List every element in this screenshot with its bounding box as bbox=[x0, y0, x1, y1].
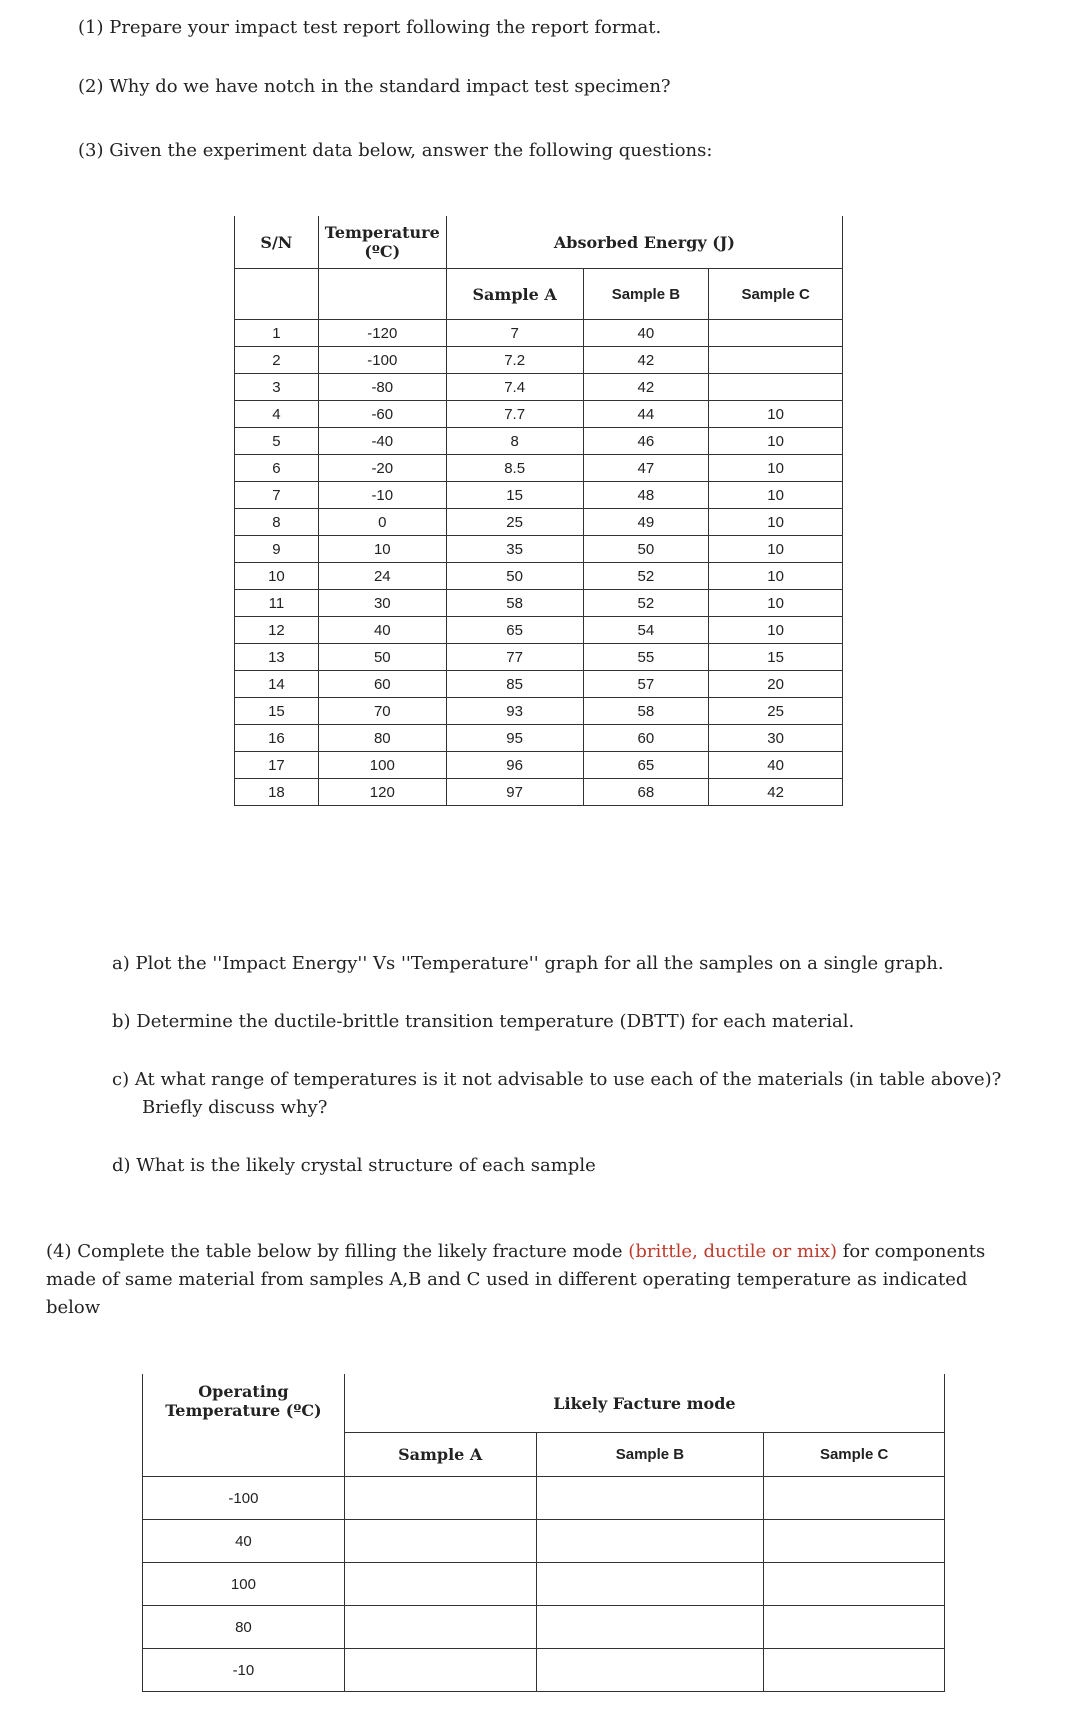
fracture-mode-cell-a[interactable] bbox=[344, 1606, 536, 1649]
cell-a: 93 bbox=[446, 698, 583, 725]
sample-b-header: Sample B bbox=[583, 269, 709, 320]
cell-temp: -100 bbox=[318, 347, 446, 374]
cell-sn: 13 bbox=[235, 644, 319, 671]
fracture-mode-cell-c[interactable] bbox=[764, 1520, 945, 1563]
temperature-header-blank bbox=[318, 269, 446, 320]
cell-temp: 60 bbox=[318, 671, 446, 698]
cell-c bbox=[709, 347, 843, 374]
cell-a: 7.2 bbox=[446, 347, 583, 374]
question-3: (3) Given the experiment data below, answer the following questions: bbox=[78, 140, 713, 161]
question-4 bbox=[46, 1238, 986, 1322]
fracture-mode-cell-c[interactable] bbox=[764, 1563, 945, 1606]
cell-a: 97 bbox=[446, 779, 583, 806]
question-4-text-1: (4) Complete the table below by filling the likely fracture mode bbox=[46, 1241, 629, 1262]
operating-temperature-cell: -10 bbox=[143, 1649, 345, 1692]
cell-sn: 2 bbox=[235, 347, 319, 374]
table-row bbox=[235, 509, 843, 536]
cell-a: 8.5 bbox=[446, 455, 583, 482]
cell-b: 42 bbox=[583, 374, 709, 401]
cell-c: 10 bbox=[709, 563, 843, 590]
table-row bbox=[235, 671, 843, 698]
fracture-mode-table bbox=[142, 1374, 945, 1692]
sn-header: S/N bbox=[235, 216, 319, 269]
table-row bbox=[143, 1649, 945, 1692]
fracture-mode-cell-a[interactable] bbox=[344, 1477, 536, 1520]
cell-temp: -60 bbox=[318, 401, 446, 428]
cell-sn: 11 bbox=[235, 590, 319, 617]
table-row bbox=[143, 1606, 945, 1649]
table-row bbox=[235, 590, 843, 617]
cell-a: 50 bbox=[446, 563, 583, 590]
fracture-mode-cell-a[interactable] bbox=[344, 1563, 536, 1606]
table-row bbox=[235, 536, 843, 563]
t2-sample-b-header: Sample B bbox=[536, 1433, 764, 1477]
cell-a: 7 bbox=[446, 320, 583, 347]
t2-sample-c-header: Sample C bbox=[764, 1433, 945, 1477]
question-4-text-2: for components made of same material from samples A,B and C used in different operating temperature as indicated below bbox=[46, 1241, 986, 1318]
table-row bbox=[235, 644, 843, 671]
question-4-highlight: (brittle, ductile or mix) bbox=[628, 1241, 838, 1262]
fracture-mode-cell-c[interactable] bbox=[764, 1649, 945, 1692]
table-row bbox=[235, 401, 843, 428]
question-1: (1) Prepare your impact test report following the report format. bbox=[78, 17, 662, 38]
cell-temp: 70 bbox=[318, 698, 446, 725]
likely-fracture-mode-header: Likely Facture mode bbox=[344, 1374, 944, 1433]
table-row bbox=[235, 455, 843, 482]
cell-sn: 5 bbox=[235, 428, 319, 455]
cell-a: 35 bbox=[446, 536, 583, 563]
cell-c: 25 bbox=[709, 698, 843, 725]
cell-b: 65 bbox=[583, 752, 709, 779]
cell-sn: 14 bbox=[235, 671, 319, 698]
cell-sn: 16 bbox=[235, 725, 319, 752]
cell-temp: -120 bbox=[318, 320, 446, 347]
cell-b: 46 bbox=[583, 428, 709, 455]
cell-b: 48 bbox=[583, 482, 709, 509]
fracture-mode-cell-b[interactable] bbox=[536, 1649, 764, 1692]
cell-temp: -40 bbox=[318, 428, 446, 455]
cell-a: 7.7 bbox=[446, 401, 583, 428]
operating-temperature-cell: 80 bbox=[143, 1606, 345, 1649]
fracture-mode-cell-b[interactable] bbox=[536, 1606, 764, 1649]
table-row bbox=[235, 698, 843, 725]
cell-a: 77 bbox=[446, 644, 583, 671]
subquestion-d: d) What is the likely crystal structure of each sample bbox=[112, 1155, 596, 1176]
fracture-mode-cell-c[interactable] bbox=[764, 1477, 945, 1520]
cell-c: 20 bbox=[709, 671, 843, 698]
cell-b: 57 bbox=[583, 671, 709, 698]
cell-b: 68 bbox=[583, 779, 709, 806]
cell-a: 25 bbox=[446, 509, 583, 536]
cell-c: 40 bbox=[709, 752, 843, 779]
cell-b: 50 bbox=[583, 536, 709, 563]
t2-sample-a-header: Sample A bbox=[344, 1433, 536, 1477]
cell-c: 10 bbox=[709, 482, 843, 509]
table-row bbox=[235, 482, 843, 509]
cell-sn: 1 bbox=[235, 320, 319, 347]
cell-sn: 7 bbox=[235, 482, 319, 509]
cell-temp: -10 bbox=[318, 482, 446, 509]
operating-temperature-cell: -100 bbox=[143, 1477, 345, 1520]
impact-data-rows bbox=[235, 320, 843, 806]
cell-c: 42 bbox=[709, 779, 843, 806]
table-row bbox=[235, 617, 843, 644]
table-row bbox=[235, 428, 843, 455]
cell-a: 96 bbox=[446, 752, 583, 779]
table-row bbox=[235, 752, 843, 779]
cell-temp: 24 bbox=[318, 563, 446, 590]
temperature-header: Temperature (ºC) bbox=[318, 216, 446, 269]
cell-sn: 8 bbox=[235, 509, 319, 536]
impact-data-table bbox=[234, 216, 843, 806]
cell-temp: 100 bbox=[318, 752, 446, 779]
table-row bbox=[143, 1563, 945, 1606]
cell-temp: 80 bbox=[318, 725, 446, 752]
table-row bbox=[235, 320, 843, 347]
operating-temperature-cell: 100 bbox=[143, 1563, 345, 1606]
cell-temp: 0 bbox=[318, 509, 446, 536]
cell-sn: 12 bbox=[235, 617, 319, 644]
fracture-mode-cell-b[interactable] bbox=[536, 1520, 764, 1563]
fracture-mode-rows bbox=[143, 1477, 945, 1692]
cell-temp: 120 bbox=[318, 779, 446, 806]
table-row bbox=[143, 1520, 945, 1563]
cell-c: 10 bbox=[709, 401, 843, 428]
fracture-mode-cell-a[interactable] bbox=[344, 1520, 536, 1563]
cell-c: 10 bbox=[709, 617, 843, 644]
cell-b: 52 bbox=[583, 590, 709, 617]
table-row bbox=[235, 779, 843, 806]
operating-temperature-cell: 40 bbox=[143, 1520, 345, 1563]
table-row bbox=[235, 563, 843, 590]
cell-b: 44 bbox=[583, 401, 709, 428]
cell-sn: 6 bbox=[235, 455, 319, 482]
cell-sn: 3 bbox=[235, 374, 319, 401]
sn-header-blank bbox=[235, 269, 319, 320]
cell-b: 55 bbox=[583, 644, 709, 671]
subquestion-c-line1: c) At what range of temperatures is it not advisable to use each of the materials (in table above)? bbox=[112, 1069, 1002, 1090]
cell-b: 47 bbox=[583, 455, 709, 482]
cell-temp: 10 bbox=[318, 536, 446, 563]
cell-temp: 30 bbox=[318, 590, 446, 617]
fracture-mode-cell-a[interactable] bbox=[344, 1649, 536, 1692]
subquestion-a: a) Plot the ''Impact Energy'' Vs ''Temperature'' graph for all the samples on a single graph. bbox=[112, 953, 944, 974]
cell-a: 58 bbox=[446, 590, 583, 617]
table-row bbox=[235, 725, 843, 752]
cell-a: 7.4 bbox=[446, 374, 583, 401]
operating-temperature-header: Operating Temperature (ºC) bbox=[143, 1374, 345, 1477]
table-row bbox=[235, 347, 843, 374]
cell-c: 10 bbox=[709, 536, 843, 563]
cell-b: 52 bbox=[583, 563, 709, 590]
cell-sn: 9 bbox=[235, 536, 319, 563]
cell-c bbox=[709, 374, 843, 401]
cell-c: 10 bbox=[709, 590, 843, 617]
cell-a: 8 bbox=[446, 428, 583, 455]
sample-a-header: Sample A bbox=[446, 269, 583, 320]
subquestion-b: b) Determine the ductile-brittle transition temperature (DBTT) for each material. bbox=[112, 1011, 855, 1032]
cell-b: 54 bbox=[583, 617, 709, 644]
cell-sn: 17 bbox=[235, 752, 319, 779]
table-row bbox=[235, 374, 843, 401]
cell-c: 10 bbox=[709, 455, 843, 482]
cell-a: 65 bbox=[446, 617, 583, 644]
cell-temp: 40 bbox=[318, 617, 446, 644]
table-row bbox=[143, 1477, 945, 1520]
subquestion-c-line2: Briefly discuss why? bbox=[142, 1097, 328, 1118]
absorbed-energy-header: Absorbed Energy (J) bbox=[446, 216, 842, 269]
cell-c: 10 bbox=[709, 428, 843, 455]
cell-b: 60 bbox=[583, 725, 709, 752]
cell-sn: 18 bbox=[235, 779, 319, 806]
sample-c-header: Sample C bbox=[709, 269, 843, 320]
cell-sn: 15 bbox=[235, 698, 319, 725]
cell-a: 95 bbox=[446, 725, 583, 752]
fracture-mode-cell-c[interactable] bbox=[764, 1606, 945, 1649]
cell-sn: 10 bbox=[235, 563, 319, 590]
cell-sn: 4 bbox=[235, 401, 319, 428]
cell-c: 15 bbox=[709, 644, 843, 671]
cell-c: 30 bbox=[709, 725, 843, 752]
cell-a: 15 bbox=[446, 482, 583, 509]
cell-temp: -80 bbox=[318, 374, 446, 401]
fracture-mode-cell-b[interactable] bbox=[536, 1563, 764, 1606]
fracture-mode-cell-b[interactable] bbox=[536, 1477, 764, 1520]
cell-b: 49 bbox=[583, 509, 709, 536]
cell-c: 10 bbox=[709, 509, 843, 536]
cell-b: 58 bbox=[583, 698, 709, 725]
cell-b: 42 bbox=[583, 347, 709, 374]
cell-b: 40 bbox=[583, 320, 709, 347]
cell-c bbox=[709, 320, 843, 347]
cell-temp: -20 bbox=[318, 455, 446, 482]
question-2: (2) Why do we have notch in the standard impact test specimen? bbox=[78, 76, 671, 97]
cell-a: 85 bbox=[446, 671, 583, 698]
cell-temp: 50 bbox=[318, 644, 446, 671]
